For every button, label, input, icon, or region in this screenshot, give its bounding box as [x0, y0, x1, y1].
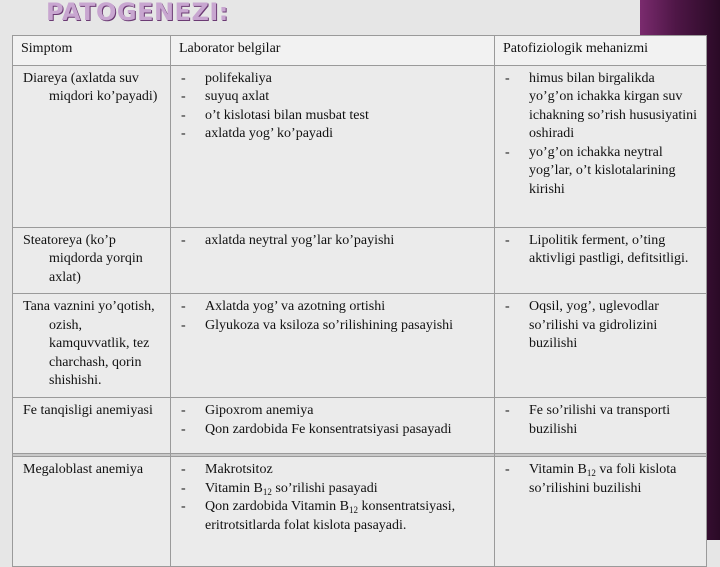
mechanism-cell: [495, 227, 707, 294]
list-item: - Vitamin $B_{12}$ va foli kislota so’rilishini buzilishi: [503, 461, 698, 498]
list-item: - Vitamin $B_{12}$ so’rilishi pasayadi: [179, 480, 486, 499]
header-lab: Laborator belgilar: [171, 36, 495, 66]
list-item: - yo’g’on ichakka neytral yog’lar, o’t kislotalarining kirishi: [503, 144, 698, 200]
list-item: - Oqsil, yog’, uglevodlar so’rilishi va gidrolizini buzilishi: [503, 298, 698, 354]
symptom-cell: Megaloblast anemiya: [13, 457, 171, 567]
table-row: [13, 294, 707, 398]
list-item: - polifekaliya: [179, 70, 486, 89]
list-item: - Lipolitik ferment, o’ting aktivligi pastligi, defitsitligi.: [503, 232, 698, 269]
page-title: PATOGENEZI:: [46, 0, 229, 26]
table-header-row: [13, 36, 707, 66]
list-item: - o’t kislotasi bilan musbat test: [179, 107, 486, 126]
lab-cell: [171, 398, 495, 454]
list-item: - himus bilan birgalikda yo’g’on ichakka kirgan suv ichakning so’rish hususiyatini oshiradi: [503, 70, 698, 144]
symptom-cell: Steatoreya (ko’p miqdorda yorqin axlat): [13, 227, 171, 294]
header-symptom: Simptom: [13, 36, 171, 66]
list-item: - suyuq axlat: [179, 88, 486, 107]
list-item: - Glyukoza va ksiloza so’rilishining pasayishi: [179, 317, 486, 336]
table-row: [13, 457, 707, 567]
pathogenesis-table: [12, 35, 707, 567]
mechanism-cell: [495, 294, 707, 398]
list-item: - Gipoxrom anemiya: [179, 402, 486, 421]
list-item: - Axlatda yog’ va azotning ortishi: [179, 298, 486, 317]
mechanism-cell: [495, 398, 707, 454]
table-row: [13, 227, 707, 294]
list-item: - Qon zardobida Vitamin $B_{12}$ konsentratsiyasi, eritrotsitlarda folat kislota pasayadi.: [179, 498, 486, 535]
lab-cell: [171, 65, 495, 227]
list-item: - Fe so’rilishi va transporti buzilishi: [503, 402, 698, 439]
symptom-cell: Tana vaznini yo’qotish, ozish, kamquvvatlik, tez charchash, qorin shishishi.: [13, 294, 171, 398]
list-item: - Qon zardobida Fe konsentratsiyasi pasayadi: [179, 421, 486, 440]
header-mechanism: Patofiziologik mehanizmi: [495, 36, 707, 66]
lab-cell: [171, 227, 495, 294]
symptom-cell: Fe tanqisligi anemiyasi: [13, 398, 171, 454]
lab-cell: [171, 294, 495, 398]
list-item: - Makrotsitoz: [179, 461, 486, 480]
list-item: - axlatda yog’ ko’payadi: [179, 125, 486, 144]
list-item: - axlatda neytral yog’lar ko’payishi: [179, 232, 486, 251]
symptom-cell: Diareya (axlatda suv miqdori ko’payadi): [13, 65, 171, 227]
lab-cell: [171, 457, 495, 567]
mechanism-cell: [495, 457, 707, 567]
table-row: [13, 65, 707, 227]
table-row: [13, 398, 707, 454]
mechanism-cell: [495, 65, 707, 227]
